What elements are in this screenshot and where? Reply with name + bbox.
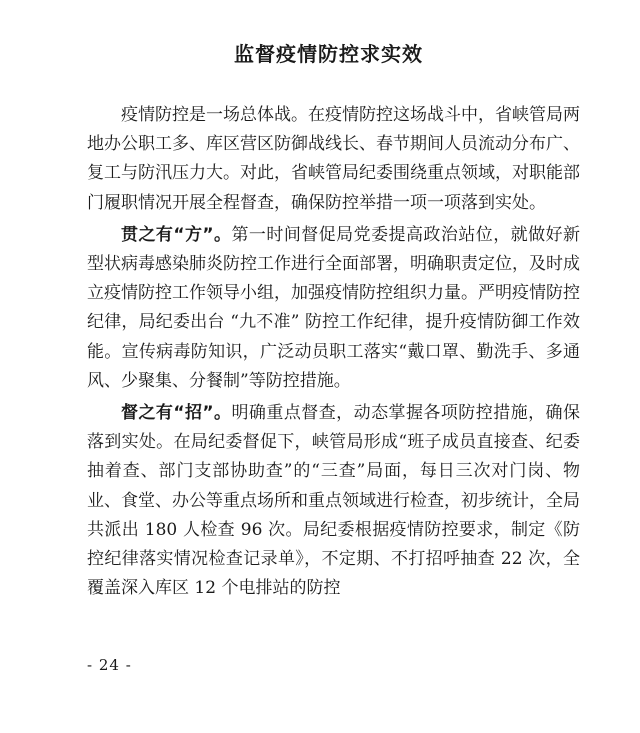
paragraph-method-lead: 贯之有“方”。 <box>121 224 232 245</box>
paragraph-supervision-text: 明确重点督查，动态掌握各项防控措施，确保落到实处。在局纪委督促下，峡管局形成“班子成员直接查、纪委抽着查、部门支部协助查”的“三查”局面，每日三次对门岗、物业、食堂、办公等重点场所和重点领域进行检查，初步统计，全局共派出 180 人检查 96 次。局纪委根据疫情防控要求，制定《防控纪律落实情况检查记录单》，不定期、不打招呼抽查 22 次，全覆盖深入库区 12 个电排站的防控 <box>87 403 580 599</box>
paragraph-method-text: 第一时间督促局党委提高政治站位，就做好新型状病毒感染肺炎防控工作进行全面部署，明确职责定位，及时成立疫情防控工作领导小组，加强疫情防控组织力量。严明疫情防控纪律，局纪委出台 “九不准” 防控工作纪律，提升疫情防御工作效能。宣传病毒防知识，广泛动员职工落实“戴口罩、勤洗手、多通风、少聚集、分餐制”等防控措施。 <box>87 224 580 391</box>
paragraph-supervision-lead: 督之有“招”。 <box>121 403 232 424</box>
paragraph-supervision <box>87 399 580 603</box>
paragraph-intro <box>87 101 580 218</box>
paragraph-intro-text: 疫情防控是一场总体战。在疫情防控这场战斗中，省峡管局两地办公职工多、库区营区防御战线长、春节期间人员流动分布广、复工与防汛压力大。对此，省峡管局纪委围绕重点领域，对职能部门履职情况开展全程督查，确保防控举措一项一项落到实处。 <box>87 105 580 213</box>
paragraph-method <box>87 221 580 396</box>
page-number: - 24 - <box>87 656 132 674</box>
document-title: 监督疫情防控求实效 <box>234 42 423 66</box>
